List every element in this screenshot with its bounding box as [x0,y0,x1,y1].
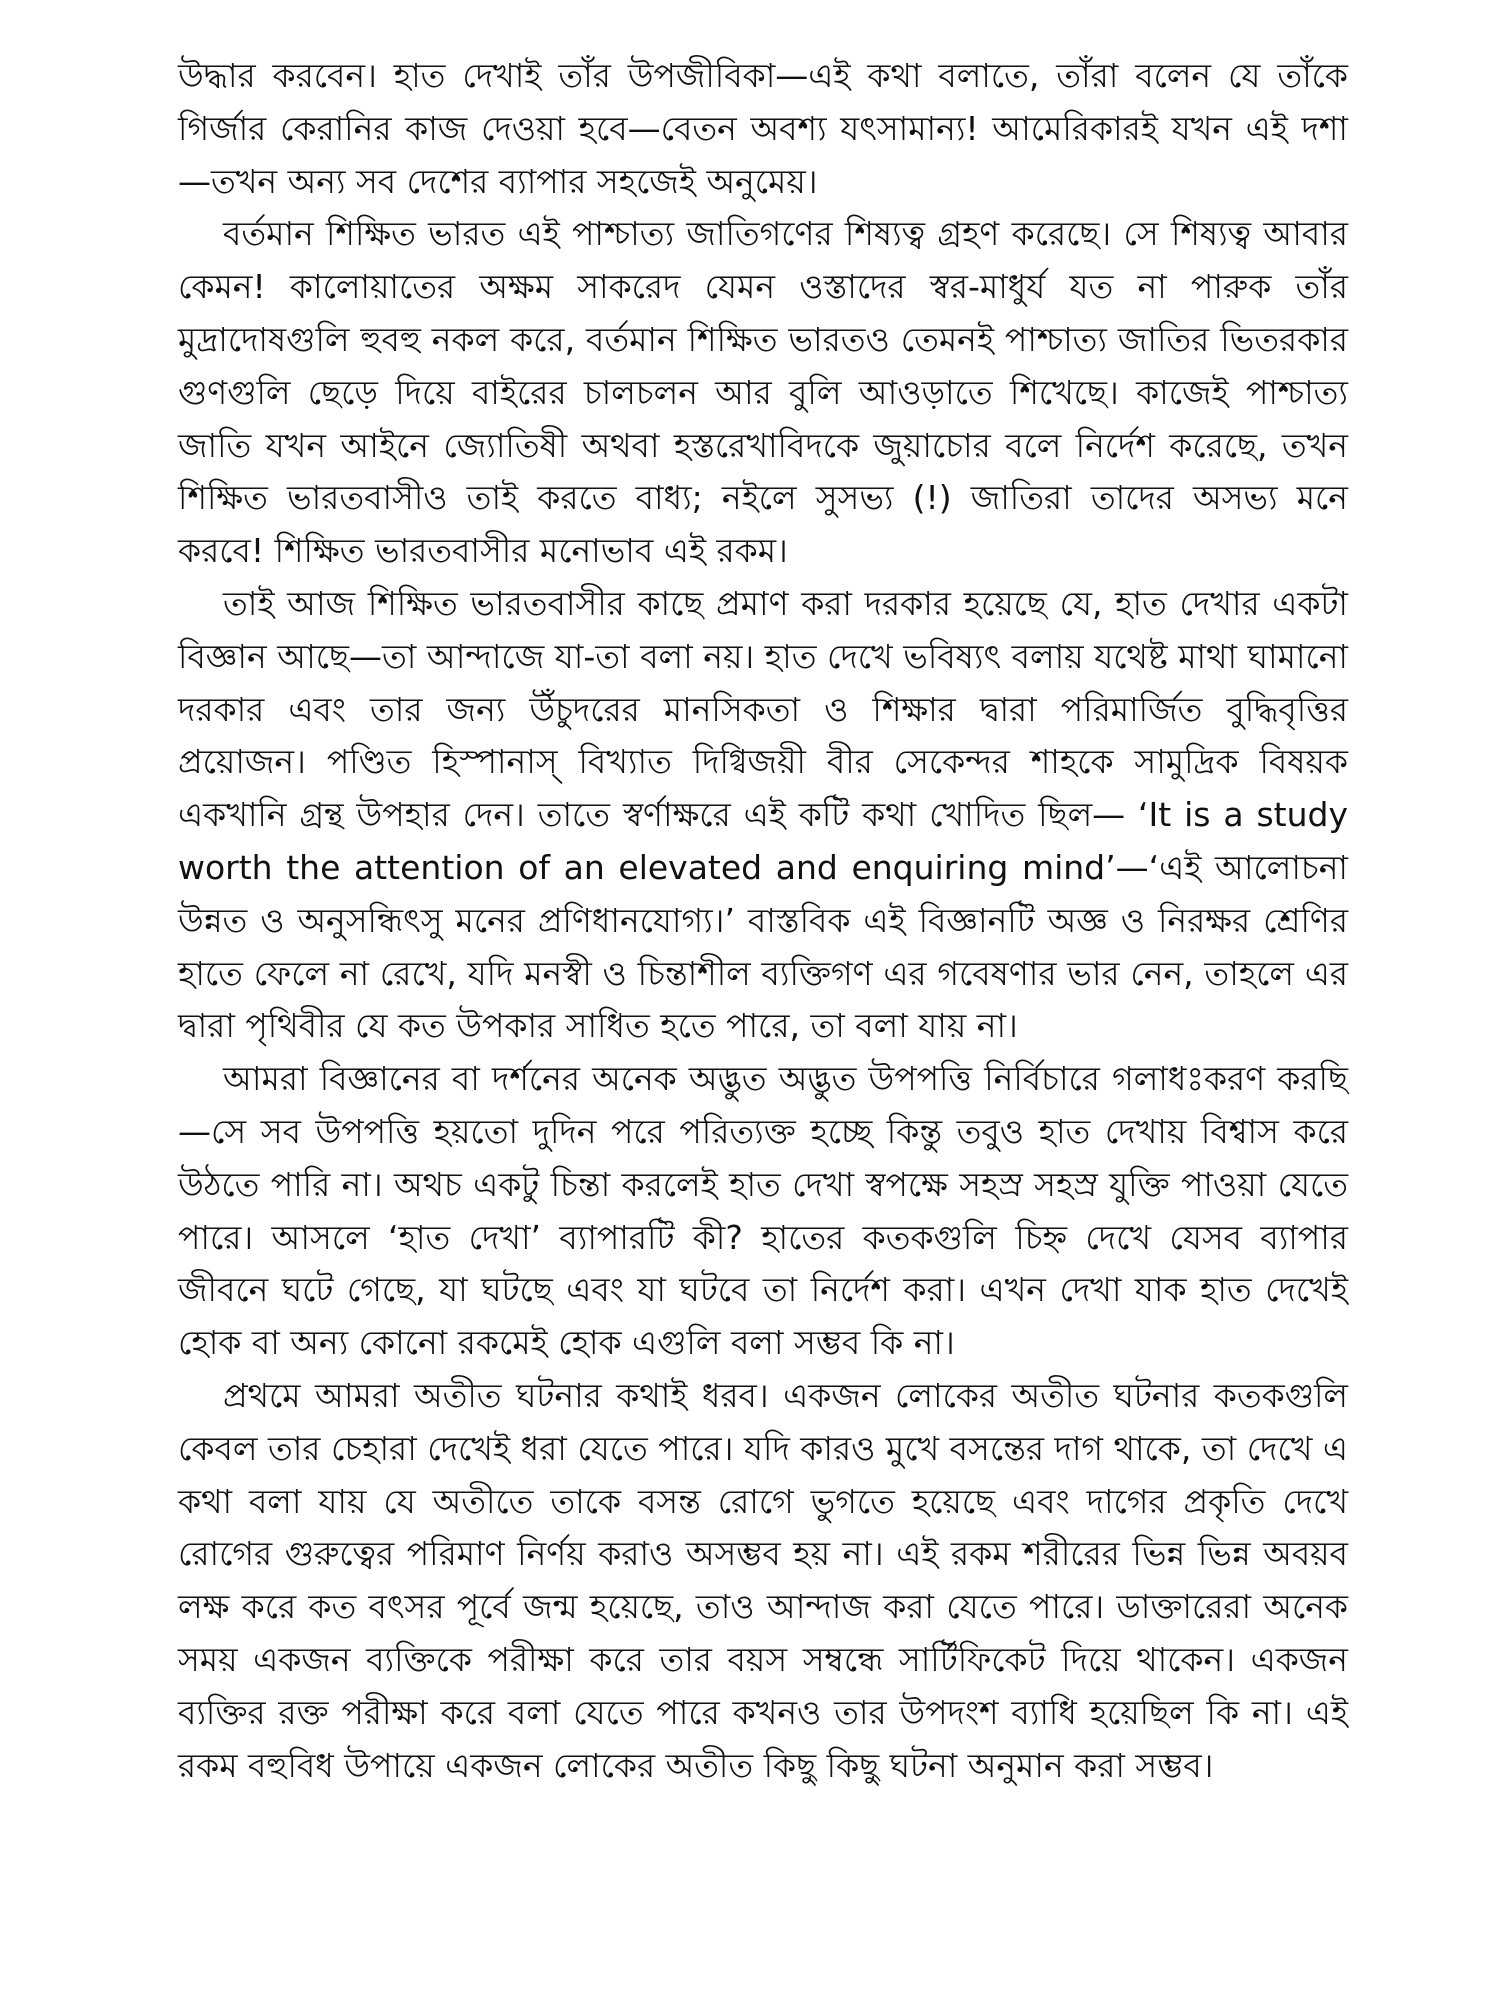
paragraph-3: তাই আজ শিক্ষিত ভারতবাসীর কাছে প্রমাণ করা দরকার হয়েছে যে, হাত দেখার একটা বিজ্ঞান আছে—তা আন্দাজে যা-তা বলা নয়। হাত দেখে ভবিষ্যৎ বলায় যথেষ্ট মাথা ঘামানো দরকার এবং তার জন্য উঁচুদরের মানসিকতা ও শিক্ষার দ্বারা পরিমার্জিত বুদ্ধিবৃত্তির প্রয়োজন। পণ্ডিত হিস্পানাস্ বিখ্যাত দিগ্বিজয়ী বীর সেকেন্দর শাহকে সামুদ্রিক বিষয়ক একখানি গ্রন্থ উপহার দেন। তাতে স্বর্ণাক্ষরে এই কটি কথা খোদিত ছিল— ‘It is a study worth the attention of an elevated and enquiring mind’—‘এই আলোচনা উন্নত ও অনুসন্ধিৎসু মনের প্রণিধানযোগ্য।’ বাস্তবিক এই বিজ্ঞানটি অজ্ঞ ও নিরক্ষর শ্রেণির হাতে ফেলে না রেখে, যদি মনস্বী ও চিন্তাশীল ব্যক্তিগণ এর গবেষণার ভার নেন, তাহলে এর দ্বারা পৃথিবীর যে কত উপকার সাধিত হতে পারে, তা বলা যায় না। [178,583,1348,1046]
page-body [178,50,1348,1792]
paragraph-2: বর্তমান শিক্ষিত ভারত এই পাশ্চাত্য জাতিগণের শিষ্যত্ব গ্রহণ করেছে। সে শিষ্যত্ব আবার কেমন! কালোয়াতের অক্ষম সাকরেদ যেমন ওস্তাদের স্বর-মাধুর্য যত না পারুক তাঁর মুদ্রাদোষগুলি হুবহু নকল করে, বর্তমান শিক্ষিত ভারতও তেমনই পাশ্চাত্য জাতির ভিতরকার গুণগুলি ছেড়ে দিয়ে বাইরের চালচলন আর বুলি আওড়াতে শিখেছে। কাজেই পাশ্চাত্য জাতি যখন আইনে জ্যোতিষী অথবা হস্তরেখাবিদকে জুয়াচোর বলে নির্দেশ করেছে, তখন শিক্ষিত ভারতবাসীও তাই করতে বাধ্য; নইলে সুসভ্য (!) জাতিরা তাদের অসভ্য মনে করবে! শিক্ষিত ভারতবাসীর মনোভাব এই রকম। [178,214,1348,571]
paragraph-1: উদ্ধার করবেন। হাত দেখাই তাঁর উপজীবিকা—এই কথা বলাতে, তাঁরা বলেন যে তাঁকে গির্জার কেরানির কাজ দেওয়া হবে—বেতন অবশ্য যৎসামান্য! আমেরিকারই যখন এই দশা—তখন অন্য সব দেশের ব্যাপার সহজেই অনুমেয়। [178,56,1348,201]
paragraph-5: প্রথমে আমরা অতীত ঘটনার কথাই ধরব। একজন লোকের অতীত ঘটনার কতকগুলি কেবল তার চেহারা দেখেই ধরা যেতে পারে। যদি কারও মুখে বসন্তের দাগ থাকে, তা দেখে এ কথা বলা যায় যে অতীতে তাকে বসন্ত রোগে ভুগতে হয়েছে এবং দাগের প্রকৃতি দেখে রোগের গুরুত্বের পরিমাণ নির্ণয় করাও অসম্ভব হয় না। এই রকম শরীরের ভিন্ন ভিন্ন অবয়ব লক্ষ করে কত বৎসর পূর্বে জন্ম হয়েছে, তাও আন্দাজ করা যেতে পারে। ডাক্তারেরা অনেক সময় একজন ব্যক্তিকে পরীক্ষা করে তার বয়স সম্বন্ধে সার্টিফিকেট দিয়ে থাকেন। একজন ব্যক্তির রক্ত পরীক্ষা করে বলা যেতে পারে কখনও তার উপদংশ ব্যাধি হয়েছিল কি না। এই রকম বহুবিধ উপায়ে একজন লোকের অতীত কিছু কিছু ঘটনা অনুমান করা সম্ভব। [178,1375,1348,1785]
paragraph-4: আমরা বিজ্ঞানের বা দর্শনের অনেক অদ্ভুত অদ্ভুত উপপত্তি নির্বিচারে গলাধঃকরণ করছি—সে সব উপপত্তি হয়তো দুদিন পরে পরিত্যক্ত হচ্ছে কিন্তু তবুও হাত দেখায় বিশ্বাস করে উঠতে পারি না। অথচ একটু চিন্তা করলেই হাত দেখা স্বপক্ষে সহস্র সহস্র যুক্তি পাওয়া যেতে পারে। আসলে ‘হাত দেখা’ ব্যাপারটি কী? হাতের কতকগুলি চিহ্ন দেখে যেসব ব্যাপার জীবনে ঘটে গেছে, যা ঘটছে এবং যা ঘটবে তা নির্দেশ করা। এখন দেখা যাক হাত দেখেই হোক বা অন্য কোনো রকমেই হোক এগুলি বলা সম্ভব কি না। [178,1059,1348,1363]
